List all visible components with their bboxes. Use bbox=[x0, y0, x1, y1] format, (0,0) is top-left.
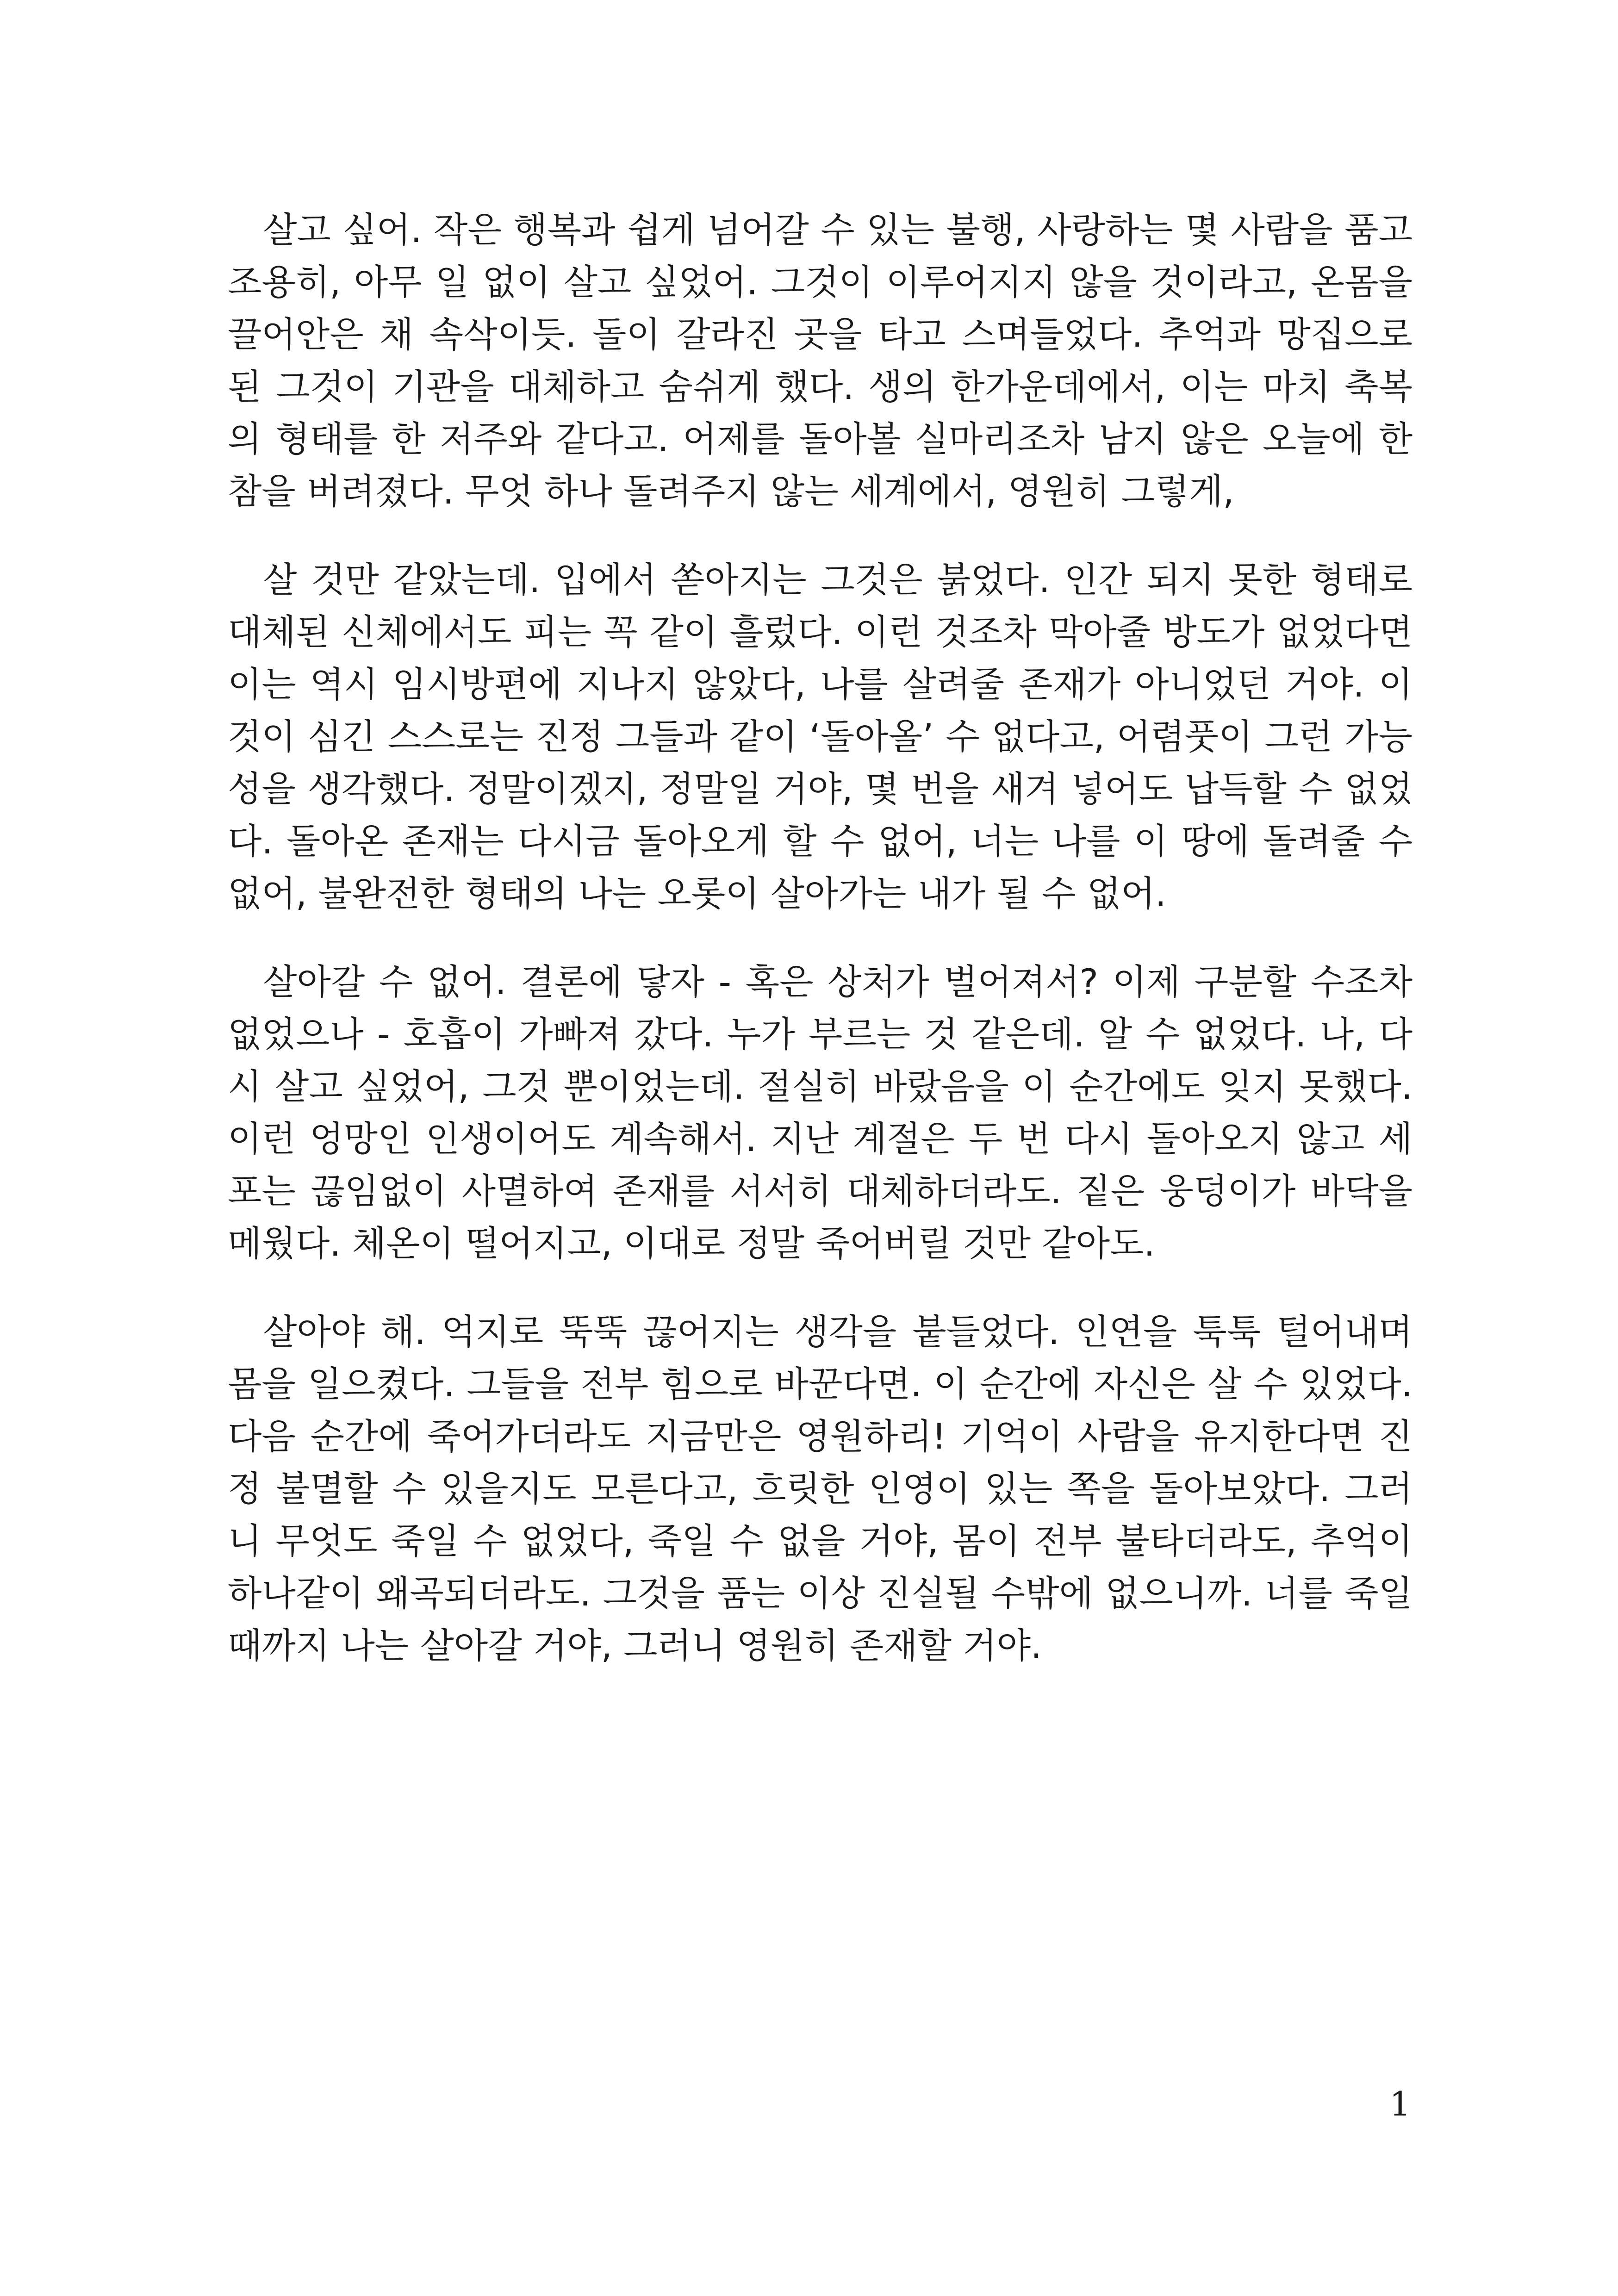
paragraph-3: 살아갈 수 없어. 결론에 닿자 - 혹은 상처가 벌어져서? 이제 구분할 수조차 없었으나 - 호흡이 가빠져 갔다. 누가 부르는 것 같은데. 알 수 없었다. 나, 다시 살고 싶었어, 그것 뿐이었는데. 절실히 바랐음을 이 순간에도 잊지 못했다. 이런 엉망인 인생이어도 계속해서. 지난 계절은 두 번 다시 돌아오지 않고 세포는 끊임없이 사멸하여 존재를 서서히 대체하더라도. 짙은 웅덩이가 바닥을 메웠다. 체온이 떨어지고, 이대로 정말 죽어버릴 것만 같아도. bbox=[228, 961, 1413, 1264]
paragraph-4: 살아야 해. 억지로 뚝뚝 끊어지는 생각을 붙들었다. 인연을 툭툭 털어내며 몸을 일으켰다. 그들을 전부 힘으로 바꾼다면. 이 순간에 자신은 살 수 있었다. 다음 순간에 죽어가더라도 지금만은 영원하리! 기억이 사람을 유지한다면 진정 불멸할 수 있을지도 모른다고, 흐릿한 인영이 있는 쪽을 돌아보았다. 그러니 무엇도 죽일 수 없었다, 죽일 수 없을 거야, 몸이 전부 불타더라도, 추억이 하나같이 왜곡되더라도. 그것을 품는 이상 진실될 수밖에 없으니까. 너를 죽일 때까지 나는 살아갈 거야, 그러니 영원히 존재할 거야. bbox=[228, 1311, 1413, 1666]
paragraph-2: 살 것만 같았는데. 입에서 쏟아지는 그것은 붉었다. 인간 되지 못한 형태로 대체된 신체에서도 피는 꼭 같이 흘렀다. 이런 것조차 막아줄 방도가 없었다면 이는 역시 임시방편에 지나지 않았다, 나를 살려줄 존재가 아니었던 거야. 이것이 심긴 스스로는 진정 그들과 같이 ‘돌아올’ 수 없다고, 어렴풋이 그런 가능성을 생각했다. 정말이겠지, 정말일 거야, 몇 번을 새겨 넣어도 납득할 수 없었다. 돌아온 존재는 다시금 돌아오게 할 수 없어, 너는 나를 이 땅에 돌려줄 수 없어, 불완전한 형태의 나는 오롯이 살아가는 내가 될 수 없어. bbox=[228, 559, 1413, 914]
page-number: 1 bbox=[1389, 2084, 1411, 2123]
paragraph-1: 살고 싶어. 작은 행복과 쉽게 넘어갈 수 있는 불행, 사랑하는 몇 사람을 품고 조용히, 아무 일 없이 살고 싶었어. 그것이 이루어지지 않을 것이라고, 온몸을 끌어안은 채 속삭이듯. 돌이 갈라진 곳을 타고 스며들었다. 추억과 망집으로 된 그것이 기관을 대체하고 숨쉬게 했다. 생의 한가운데에서, 이는 마치 축복의 형태를 한 저주와 같다고. 어제를 돌아볼 실마리조차 남지 않은 오늘에 한참을 버려졌다. 무엇 하나 돌려주지 않는 세계에서, 영원히 그렇게, bbox=[228, 209, 1413, 512]
body-text bbox=[228, 204, 1413, 1672]
